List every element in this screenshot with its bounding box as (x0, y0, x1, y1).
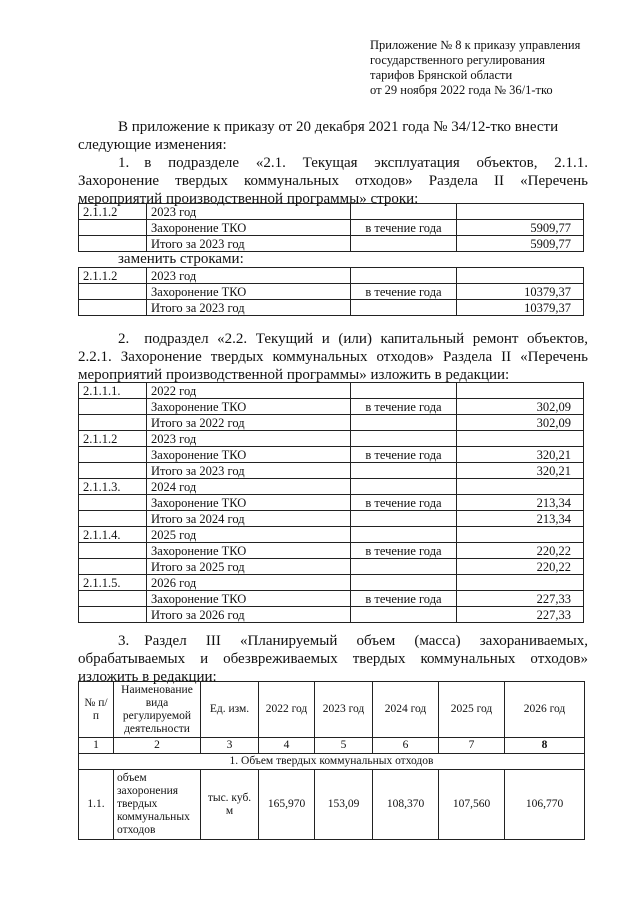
cell: 302,09 (457, 399, 584, 415)
cell (351, 300, 457, 316)
cell (351, 268, 457, 284)
table-row (79, 300, 584, 316)
cell: Захоронение ТКО (147, 543, 351, 559)
cell: 2.1.1.1. (79, 383, 147, 399)
cell: Итого за 2022 год (147, 415, 351, 431)
cell: 2.1.1.2 (79, 431, 147, 447)
edited-rows-table (78, 382, 584, 623)
cell: 1.1. (79, 770, 114, 840)
cell (457, 527, 584, 543)
cell (351, 204, 457, 220)
column-number: 6 (373, 738, 439, 754)
table-row (79, 399, 584, 415)
table-row (79, 204, 584, 220)
table-row (79, 383, 584, 399)
cell: 165,970 (259, 770, 315, 840)
cell (351, 559, 457, 575)
cell (457, 431, 584, 447)
table-row (79, 463, 584, 479)
table-row (79, 770, 585, 840)
cell: Итого за 2024 год (147, 511, 351, 527)
table-row (79, 591, 584, 607)
column-header: 2025 год (439, 682, 505, 738)
table-row (79, 447, 584, 463)
item-1-text: 1. в подразделе «2.1. Текущая эксплуатация объектов, 2.1.1. Захоронение твердых коммунальных отходов» Раздела II «Перечень мероприятий производственной программы» строки: (78, 155, 588, 207)
cell: в течение года (351, 495, 457, 511)
table-row (79, 268, 584, 284)
cell (79, 220, 147, 236)
cell: Захоронение ТКО (147, 399, 351, 415)
cell: 5909,77 (457, 220, 584, 236)
cell (79, 284, 147, 300)
old-rows-table (78, 203, 584, 252)
table-row (79, 284, 584, 300)
cell: в течение года (351, 284, 457, 300)
cell (351, 575, 457, 591)
cell: 2023 год (147, 268, 351, 284)
cell: 2.1.1.5. (79, 575, 147, 591)
cell: Итого за 2025 год (147, 559, 351, 575)
cell: 213,34 (457, 495, 584, 511)
cell (351, 463, 457, 479)
cell: 107,560 (439, 770, 505, 840)
cell: 2.1.1.3. (79, 479, 147, 495)
column-header: 2023 год (315, 682, 373, 738)
cell: 2024 год (147, 479, 351, 495)
cell (457, 268, 584, 284)
cell: тыс. куб. м (201, 770, 259, 840)
header-line: государственного регулирования (370, 53, 546, 67)
cell: Итого за 2026 год (147, 607, 351, 623)
cell: 2026 год (147, 575, 351, 591)
cell: Захоронение ТКО (147, 591, 351, 607)
table-row (79, 575, 584, 591)
column-header: 2026 год (505, 682, 585, 738)
header-line: Приложение № 8 к приказу управления (370, 38, 581, 52)
cell (351, 479, 457, 495)
header-line: тарифов Брянской области (370, 68, 513, 82)
table-row (79, 559, 584, 575)
cell (457, 479, 584, 495)
table-row (79, 607, 584, 623)
cell: Захоронение ТКО (147, 220, 351, 236)
cell: в течение года (351, 543, 457, 559)
column-header: 2022 год (259, 682, 315, 738)
cell: 320,21 (457, 447, 584, 463)
cell: 213,34 (457, 511, 584, 527)
item-3-text: 3. Раздел III «Планируемый объем (масса) захораниваемых, обрабатываемых и обезвреживаемых твердых коммунальных отходов» изложить в редакции: (78, 633, 588, 685)
intro-paragraph (78, 118, 588, 154)
column-header: Наименование вида регулируемой деятельности (114, 682, 201, 738)
cell: 227,33 (457, 591, 584, 607)
cell: 2023 год (147, 204, 351, 220)
cell: 2.1.1.2 (79, 204, 147, 220)
cell (79, 463, 147, 479)
cell: Захоронение ТКО (147, 495, 351, 511)
cell (351, 415, 457, 431)
cell (351, 511, 457, 527)
cell (79, 559, 147, 575)
cell: Захоронение ТКО (147, 447, 351, 463)
column-header: № п/п (79, 682, 114, 738)
cell: в течение года (351, 447, 457, 463)
cell (351, 383, 457, 399)
order-header (370, 38, 610, 98)
cell (79, 300, 147, 316)
volume-table (78, 681, 585, 840)
table-row (79, 543, 584, 559)
cell (79, 415, 147, 431)
table-row (79, 527, 584, 543)
cell: 106,770 (505, 770, 585, 840)
cell (351, 431, 457, 447)
table-row (79, 431, 584, 447)
cell: 153,09 (315, 770, 373, 840)
column-number-row (79, 738, 585, 754)
table-row (79, 495, 584, 511)
table-row (79, 511, 584, 527)
column-number: 1 (79, 738, 114, 754)
column-number: 7 (439, 738, 505, 754)
cell: 2022 год (147, 383, 351, 399)
column-header: Ед. изм. (201, 682, 259, 738)
cell (351, 527, 457, 543)
cell: 2.1.1.2 (79, 268, 147, 284)
cell: 302,09 (457, 415, 584, 431)
cell (79, 447, 147, 463)
cell (79, 399, 147, 415)
cell: объем захоронения твердых коммунальных отходов (114, 770, 201, 840)
cell: Итого за 2023 год (147, 300, 351, 316)
cell: 108,370 (373, 770, 439, 840)
column-number: 4 (259, 738, 315, 754)
cell (79, 607, 147, 623)
intro-line: следующие изменения: (78, 137, 227, 153)
cell: Итого за 2023 год (147, 463, 351, 479)
cell (79, 495, 147, 511)
replace-label: заменить строками: (118, 251, 244, 267)
cell (79, 543, 147, 559)
cell (457, 383, 584, 399)
cell: 220,22 (457, 543, 584, 559)
cell (457, 575, 584, 591)
table-row (79, 479, 584, 495)
cell: 220,22 (457, 559, 584, 575)
cell: Захоронение ТКО (147, 284, 351, 300)
cell (351, 236, 457, 252)
cell: Итого за 2023 год (147, 236, 351, 252)
cell: 10379,37 (457, 300, 584, 316)
column-number: 5 (315, 738, 373, 754)
section-row (79, 754, 585, 770)
column-number: 3 (201, 738, 259, 754)
column-header: 2024 год (373, 682, 439, 738)
intro-line: В приложение к приказу от 20 декабря 2021 года № 34/12-тко внести (118, 119, 559, 135)
cell (457, 204, 584, 220)
section-title: 1. Объем твердых коммунальных отходов (79, 754, 585, 770)
cell: 2.1.1.4. (79, 527, 147, 543)
cell: 10379,37 (457, 284, 584, 300)
cell: 2025 год (147, 527, 351, 543)
cell: в течение года (351, 399, 457, 415)
cell: в течение года (351, 591, 457, 607)
cell: 2023 год (147, 431, 351, 447)
header-line: от 29 ноября 2022 года № 36/1-тко (370, 83, 553, 97)
table-row (79, 220, 584, 236)
column-number: 8 (505, 738, 585, 754)
cell: 227,33 (457, 607, 584, 623)
cell: 5909,77 (457, 236, 584, 252)
cell: 320,21 (457, 463, 584, 479)
cell (351, 607, 457, 623)
cell (79, 591, 147, 607)
item-2-text: 2. подраздел «2.2. Текущий и (или) капитальный ремонт объектов, 2.2.1. Захоронение твердых коммунальных отходов» Раздела II «Перечень мероприятий производственной программы» изложить в редакции: (78, 331, 588, 383)
new-rows-table (78, 267, 584, 316)
cell: в течение года (351, 220, 457, 236)
column-number: 2 (114, 738, 201, 754)
cell (79, 511, 147, 527)
table-row (79, 415, 584, 431)
table-header-row (79, 682, 585, 738)
